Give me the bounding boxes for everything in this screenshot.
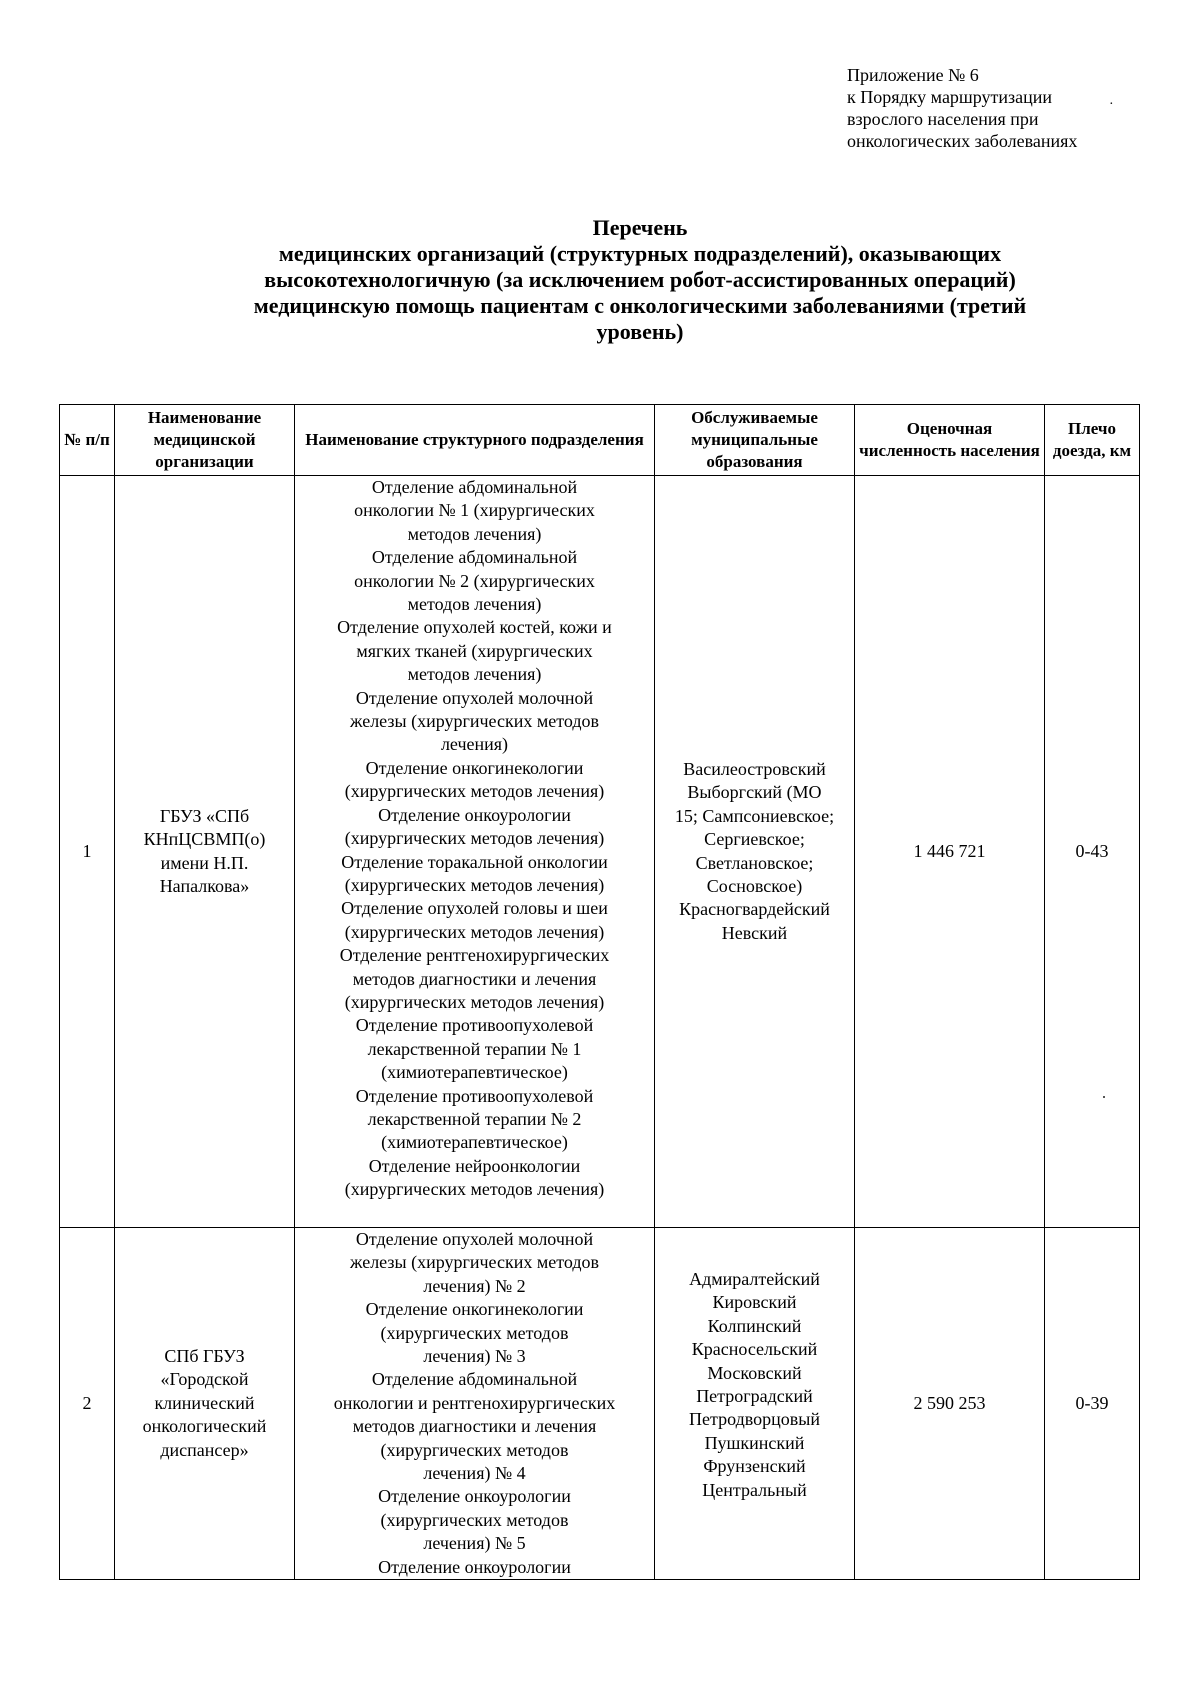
- org-name: [115, 1228, 295, 1580]
- unit-line: Отделение абдоминальной: [371, 547, 578, 568]
- unit-line: Отделение опухолей молочной: [355, 687, 594, 708]
- unit-line: Отделение опухолей костей, кожи и: [337, 617, 612, 638]
- distance-value: 0-43: [1045, 476, 1140, 1228]
- unit-line: онкологии № 1 (хирургических: [354, 500, 595, 521]
- org-name-line: имени Н.П.: [160, 852, 249, 873]
- unit-line: методов диагностики и лечения: [352, 1416, 597, 1437]
- header-districts: Обслуживаемые муниципальные образования: [655, 405, 855, 476]
- annex-note: [847, 64, 1177, 152]
- unit-line: методов лечения): [407, 664, 542, 685]
- title-line: высокотехнологичную (за исключением робот-ассистированных операций): [264, 267, 1016, 292]
- annex-line: взрослого населения при: [847, 109, 1039, 129]
- annex-line: к Порядку маршрутизации: [847, 87, 1053, 107]
- unit-line: мягких тканей (хирургических: [356, 640, 593, 661]
- title-line: Перечень: [592, 215, 688, 240]
- org-name-line: ГБУЗ «СПб: [159, 805, 250, 826]
- unit-line: (хирургических методов лечения): [344, 781, 605, 802]
- org-name-line: «Городской: [160, 1369, 249, 1390]
- row-number: 1: [60, 476, 115, 1228]
- title-line: уровень): [596, 319, 684, 344]
- district-line: Светлановское;: [695, 852, 814, 873]
- district-line: Красносельский: [691, 1339, 818, 1360]
- unit-line: лекарственной терапии № 1: [367, 1038, 582, 1059]
- district-line: Сосновское): [706, 875, 803, 896]
- distance-value: 0-39: [1045, 1228, 1140, 1580]
- district-line: Адмиралтейский: [689, 1269, 820, 1289]
- org-name: [115, 476, 295, 1228]
- unit-line: методов лечения): [407, 523, 542, 544]
- district-line: Колпинский: [707, 1315, 802, 1336]
- served-districts: [655, 1228, 855, 1580]
- unit-line: железы (хирургических методов: [350, 1252, 599, 1273]
- unit-line: Отделение абдоминальной: [371, 1369, 578, 1390]
- district-line: Центральный: [702, 1479, 807, 1500]
- unit-line: (хирургических методов лечения): [344, 1179, 605, 1200]
- unit-line: железы (хирургических методов: [350, 711, 599, 732]
- org-name-line: Напалкова»: [159, 875, 250, 896]
- unit-line: Отделение абдоминальной: [371, 477, 578, 497]
- unit-line: Отделение опухолей головы и шеи: [341, 898, 608, 919]
- unit-line: лечения): [440, 734, 509, 755]
- unit-line: лекарственной терапии № 2: [367, 1108, 582, 1129]
- population-value: 1 446 721: [855, 476, 1045, 1228]
- district-line: Московский: [707, 1362, 802, 1383]
- unit-line: Отделение противоопухолевой: [355, 1015, 594, 1036]
- table-row: [60, 1228, 1140, 1580]
- district-line: Выборгский (МО: [687, 782, 822, 803]
- unit-line: Отделение торакальной онкологии: [341, 851, 608, 872]
- unit-line: (хирургических методов: [380, 1439, 569, 1460]
- unit-line: (хирургических методов лечения): [344, 921, 605, 942]
- header-population: Оценочная численность населения: [855, 405, 1045, 476]
- scan-dot: ·: [1109, 97, 1114, 112]
- unit-line: методов лечения): [407, 594, 542, 615]
- unit-line: (хирургических методов лечения): [344, 828, 605, 849]
- header-org: Наименование медицинской организации: [115, 405, 295, 476]
- district-line: Невский: [721, 922, 788, 943]
- unit-line: Отделение онкоурологии: [378, 1486, 571, 1507]
- unit-line: (химиотерапевтическое): [381, 1132, 568, 1153]
- unit-line: методов диагностики и лечения: [352, 968, 597, 989]
- header-num: № п/п: [60, 405, 115, 476]
- unit-line: (хирургических методов: [380, 1322, 569, 1343]
- header-unit: Наименование структурного подразделения: [295, 405, 655, 476]
- unit-line: Отделение нейроонкологии: [368, 1155, 581, 1176]
- unit-line: лечения) № 3: [423, 1346, 526, 1367]
- unit-line: (хирургических методов лечения): [344, 874, 605, 895]
- unit-line: Отделение онкоурологии: [378, 804, 571, 825]
- district-line: Василеостровский: [683, 758, 826, 779]
- district-line: Пушкинский: [704, 1432, 805, 1453]
- org-name-line: КНпЦСВМП(о): [143, 829, 266, 850]
- org-name-line: клинический: [154, 1392, 255, 1413]
- structural-units: [295, 476, 655, 1228]
- structural-units: [295, 1228, 655, 1580]
- district-line: Кировский: [712, 1292, 797, 1313]
- header-distance: Плечо доезда, км: [1045, 405, 1140, 476]
- unit-line: лечения) № 5: [423, 1533, 526, 1554]
- annex-line: онкологических заболеваниях: [847, 131, 1078, 151]
- annex-line: Приложение № 6: [847, 65, 979, 85]
- organizations-table: [59, 404, 1140, 1580]
- table-header-row: [60, 405, 1140, 476]
- district-line: Петроградский: [696, 1386, 813, 1407]
- unit-line: Отделение противоопухолевой: [355, 1085, 594, 1106]
- row-number: 2: [60, 1228, 115, 1580]
- unit-line: лечения) № 2: [423, 1275, 526, 1296]
- title-line: медицинских организаций (структурных подразделений), оказывающих: [278, 241, 1002, 266]
- district-line: Петродворцовый: [689, 1409, 820, 1430]
- table-row: [60, 476, 1140, 1228]
- unit-line: Отделение опухолей молочной: [355, 1229, 594, 1249]
- population-value: 2 590 253: [855, 1228, 1045, 1580]
- district-line: Фрунзенский: [703, 1456, 806, 1477]
- unit-line: онкологии и рентгенохирургических: [333, 1392, 616, 1413]
- org-name-line: онкологический: [142, 1416, 267, 1437]
- district-line: Красногвардейский: [679, 899, 830, 920]
- unit-line: Отделение онкогинекологии: [365, 1299, 584, 1320]
- unit-line: (хирургических методов: [380, 1509, 569, 1530]
- unit-line: (хирургических методов лечения): [344, 991, 605, 1012]
- unit-line: Отделение рентгенохирургических: [339, 945, 610, 966]
- served-districts: [655, 476, 855, 1228]
- title-line: медицинскую помощь пациентам с онкологическими заболеваниями (третий: [253, 293, 1027, 318]
- unit-line: Отделение онкоурологии: [378, 1556, 571, 1577]
- org-name-line: СПб ГБУЗ: [164, 1346, 245, 1367]
- unit-line: (химиотерапевтическое): [381, 1062, 568, 1083]
- document-title: [150, 215, 1130, 345]
- district-line: Сергиевское;: [704, 829, 805, 850]
- unit-line: лечения) № 4: [423, 1463, 526, 1484]
- scan-speck: [1103, 1096, 1105, 1098]
- org-name-line: диспансер»: [160, 1439, 249, 1460]
- district-line: 15; Сампсониевское;: [674, 805, 835, 826]
- unit-line: Отделение онкогинекологии: [365, 757, 584, 778]
- unit-line: онкологии № 2 (хирургических: [354, 570, 595, 591]
